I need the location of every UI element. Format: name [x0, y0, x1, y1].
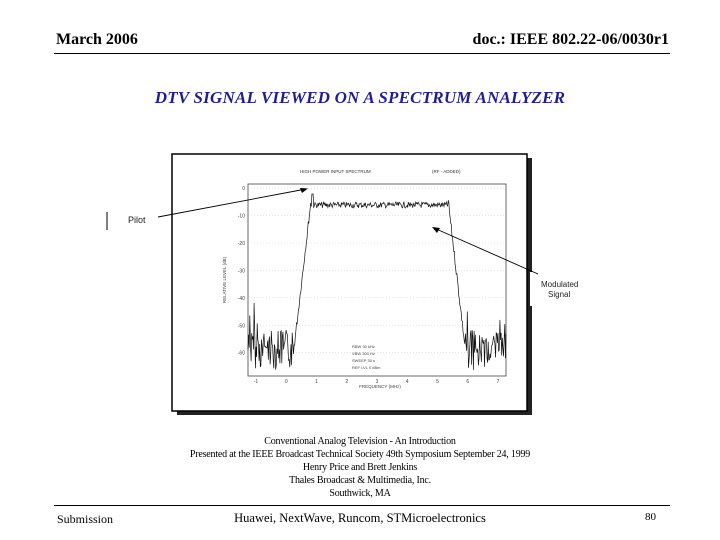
- modulated-label-box: [530, 272, 590, 306]
- x-tick-label: 3: [375, 379, 379, 385]
- y-tick-label: -10: [237, 213, 245, 220]
- caption-line-3: Henry Price and Brett Jenkins: [302, 462, 418, 473]
- caption-line-5: Southwick, MA: [329, 488, 391, 499]
- x-tick-label: 1: [315, 379, 318, 385]
- label-pilot: Pilot: [128, 215, 146, 225]
- header-date: March 2006: [56, 31, 138, 48]
- x-tick-label: 4: [405, 379, 409, 385]
- x-tick-label: 5: [436, 379, 439, 385]
- y-tick-label: 0: [242, 186, 245, 193]
- slide-title: DTV SIGNAL VIEWED ON A SPECTRUM ANALYZER: [154, 88, 566, 107]
- y-tick-label: -60: [237, 350, 245, 357]
- header-doc-id: doc.: IEEE 802.22-06/0030r1: [472, 31, 669, 48]
- caption-line-4: Thales Broadcast & Multimedia, Inc.: [289, 475, 431, 486]
- y-tick-label: -40: [237, 295, 245, 302]
- x-tick-label: -1: [253, 379, 259, 385]
- footer-submission: Submission: [57, 512, 114, 526]
- setting-ref-level: REF LVL 0 dBm: [352, 365, 381, 370]
- figure-caption: [0, 435, 720, 500]
- footer-page-number: 80: [645, 511, 656, 523]
- setting-sweep: SWEEP 30 s: [352, 358, 376, 363]
- plot-header-note: (RF - ADDED): [432, 169, 461, 174]
- setting-rbw: RBW 30 kHz: [352, 344, 375, 349]
- label-modulated-line2: Signal: [548, 290, 571, 299]
- x-tick-label: 2: [345, 379, 349, 385]
- caption-line-1: Conventional Analog Television - An Introduction: [264, 436, 456, 447]
- x-axis-label: FREQUENCY (MHz): [359, 384, 401, 389]
- plot-header-text: HIGH POWER INPUT SPECTRUM: [300, 169, 371, 174]
- setting-vbw: VBW 300 Hz: [352, 351, 375, 356]
- y-axis-label: RELATIVE LEVEL (dB): [222, 256, 227, 304]
- spectrum-figure: [0, 150, 720, 420]
- y-tick-label: -30: [237, 268, 245, 275]
- x-tick-label: 7: [496, 379, 500, 385]
- x-tick-label: 6: [466, 379, 470, 385]
- footer-companies: Huawei, NextWave, Runcom, STMicroelectronics: [234, 511, 486, 525]
- caption-line-2: Presented at the IEEE Broadcast Technical Society 49th Symposium September 24, 1999: [189, 449, 531, 460]
- spectrum-figure-svg: [0, 150, 720, 420]
- y-tick-label: -50: [237, 323, 245, 330]
- x-tick-label: 0: [284, 379, 288, 385]
- footer-rule: [54, 505, 670, 506]
- label-modulated-line1: Modulated: [541, 280, 579, 289]
- header-rule: [54, 53, 670, 54]
- y-tick-label: -20: [237, 240, 245, 247]
